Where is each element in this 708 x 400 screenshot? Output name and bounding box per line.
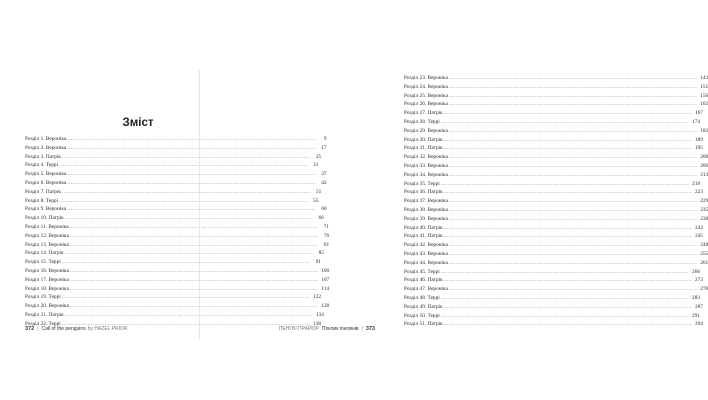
toc-entry-label: Розділ 1. Вероніка [25, 136, 67, 142]
toc-entry-page-number: 51 [316, 188, 322, 195]
toc-entry-page-number: 71 [323, 223, 329, 230]
toc-entry-page-number: 138 [313, 320, 321, 327]
toc-entry-page-number: 195 [695, 145, 703, 152]
toc-entry-page-number: 229 [700, 198, 708, 205]
dot-leader [449, 92, 697, 101]
toc-entry [404, 83, 708, 92]
toc-entry-label: Розділ 46. Патрік [404, 277, 443, 284]
toc-list-right [404, 74, 708, 329]
toc-entry-label: Розділ 2. Вероніка [25, 144, 67, 151]
toc-entry-label: Розділ 26. Вероніка [404, 101, 448, 108]
toc-entry [404, 74, 708, 83]
toc-entry [404, 118, 700, 127]
toc-entry [404, 171, 708, 180]
toc-entry [404, 100, 708, 109]
toc-entry [25, 285, 330, 294]
toc-entry [404, 320, 703, 329]
dot-leader [449, 127, 697, 136]
dot-leader [449, 153, 697, 162]
toc-entry [404, 188, 703, 197]
toc-entry-label: Розділ 11. Вероніка [25, 223, 69, 230]
running-head-title: Call of the penguins [41, 326, 86, 332]
toc-entry-label: Розділ 12. Вероніка [25, 232, 69, 239]
dot-leader [449, 250, 697, 259]
toc-entry [25, 197, 319, 206]
toc-entry [25, 267, 330, 276]
toc-entry-label: Розділ 50. Террі [404, 312, 440, 319]
toc-entry-label: Розділ 35. Террі [404, 180, 440, 187]
toc-entry [404, 206, 708, 215]
toc-entry-page-number: 66 [318, 215, 324, 222]
toc-entry [25, 161, 319, 170]
toc-entry-page-number: 25 [316, 153, 322, 160]
toc-entry-label: Розділ 49. Патрік [404, 303, 443, 310]
toc-entry-page-number: 162 [700, 101, 708, 108]
toc-entry-label: Розділ 29. Вероніка [404, 127, 448, 134]
toc-entry [404, 241, 708, 250]
toc-entry-page-number: 107 [321, 276, 330, 283]
toc-entry-page-number: 81 [323, 241, 330, 248]
toc-entry-page-number: 218 [692, 180, 700, 187]
toc-entry [25, 258, 321, 267]
toc-entry-page-number: 278 [700, 286, 708, 293]
toc-entry-label: Розділ 40. Патрік [404, 224, 443, 231]
dot-leader [449, 206, 697, 215]
toc-entry-label: Розділ 25. Вероніка [404, 92, 448, 99]
toc-entry-page-number: 189 [695, 136, 703, 143]
toc-entry [25, 293, 321, 302]
toc-entry-page-number: 266 [692, 268, 700, 275]
left-page-footer [25, 326, 128, 332]
toc-entry-label: Розділ 48. Террі [404, 294, 440, 301]
toc-entry [25, 153, 322, 162]
toc-entry [25, 276, 330, 285]
toc-entry-page-number: 9 [323, 136, 327, 142]
toc-entry-page-number: 245 [695, 233, 703, 240]
dot-leader [444, 109, 692, 118]
toc-entry-label: Розділ 5. Вероніка [25, 171, 67, 178]
toc-entry-label: Розділ 13. Вероніка [25, 241, 69, 248]
toc-entry-page-number: 283 [692, 294, 700, 301]
dot-leader [444, 320, 692, 329]
toc-entry-page-number: 60 [321, 206, 327, 213]
toc-entry-page-number: 85 [318, 250, 324, 257]
toc-entry-page-number: 151 [700, 83, 708, 90]
toc-entry [25, 170, 327, 179]
toc-entry-page-number: 213 [700, 171, 708, 178]
toc-entry [25, 311, 324, 320]
page-number: 373 [365, 326, 375, 332]
toc-entry-page-number: 31 [313, 162, 319, 169]
toc-entry [25, 223, 329, 232]
toc-entry-label: Розділ 15. Террі [25, 259, 61, 266]
toc-entry [404, 250, 708, 259]
running-head-author: by HAZEL PRIOR [87, 326, 128, 332]
toc-title: Зміст [122, 117, 154, 129]
toc-entry-page-number: 223 [695, 189, 703, 196]
dot-leader [441, 312, 689, 321]
toc-entry-label: Розділ 38. Вероніка [404, 206, 448, 213]
toc-entry-label: Розділ 3. Патрік [25, 153, 62, 160]
dot-leader [444, 144, 692, 153]
toc-entry-page-number: 91 [315, 259, 321, 266]
footer-separator: | [361, 326, 363, 332]
toc-entry-label: Розділ 18. Вероніка [25, 285, 69, 292]
toc-entry-label: Розділ 31. Патрік [404, 145, 443, 152]
dot-leader [444, 224, 692, 233]
dot-leader [449, 171, 697, 180]
toc-entry [25, 241, 330, 250]
dot-leader [441, 268, 689, 277]
dot-leader [441, 180, 689, 189]
dot-leader [449, 259, 697, 268]
dot-leader [441, 118, 689, 127]
toc-entry-label: Розділ 39. Вероніка [404, 215, 448, 222]
toc-entry-page-number: 167 [695, 110, 703, 117]
toc-entry [404, 162, 708, 171]
toc-entry [404, 180, 700, 189]
dot-leader [444, 136, 692, 145]
dot-leader [441, 294, 689, 303]
toc-entry-page-number: 238 [700, 215, 708, 222]
toc-entry-page-number: 114 [321, 285, 330, 292]
toc-entry [404, 197, 708, 206]
toc-entry [404, 232, 703, 241]
toc-entry-label: Розділ 22. Террі [25, 320, 61, 327]
footer-separator: | [37, 326, 39, 332]
toc-entry-label: Розділ 33. Вероніка [404, 162, 448, 169]
dot-leader [449, 285, 697, 294]
toc-entry-label: Розділ 6. Вероніка [25, 179, 67, 186]
toc-entry-label: Розділ 51. Патрік [404, 321, 443, 328]
toc-entry-label: Розділ 9. Вероніка [25, 206, 67, 213]
toc-entry-label: Розділ 17. Вероніка [25, 276, 69, 283]
page-number: 372 [25, 326, 35, 332]
toc-entry-page-number: 200 [700, 154, 708, 161]
toc-entry [25, 135, 327, 144]
toc-entry-page-number: 128 [321, 303, 330, 310]
toc-entry [404, 144, 703, 153]
toc-entry [25, 232, 330, 241]
dot-leader [444, 276, 692, 285]
toc-entry-label: Розділ 44. Вероніка [404, 259, 448, 266]
toc-entry-page-number: 42 [321, 179, 327, 186]
toc-entry-label: Розділ 30. Патрік [404, 136, 443, 143]
toc-entry-label: Розділ 32. Вероніка [404, 154, 448, 161]
toc-entry-page-number: 235 [700, 206, 708, 213]
toc-entry-page-number: 76 [323, 232, 330, 239]
toc-entry [404, 224, 703, 233]
toc-entry-page-number: 261 [700, 259, 708, 266]
toc-entry-page-number: 183 [700, 127, 708, 134]
toc-entry-label: Розділ 4. Террі [25, 162, 59, 169]
toc-entry [404, 153, 708, 162]
toc-entry-label: Розділ 10. Патрік [25, 215, 64, 222]
dot-leader [444, 188, 692, 197]
toc-entry-page-number: 174 [692, 118, 700, 125]
toc-entry [25, 249, 324, 258]
right-page-footer [277, 326, 375, 332]
toc-entry-label: Розділ 21. Патрік [25, 311, 64, 318]
toc-entry [25, 144, 327, 153]
toc-entry-page-number: 291 [692, 312, 700, 319]
toc-entry [25, 179, 327, 188]
running-head-series: ПЕНГВІ ПРАЙОР [278, 326, 319, 332]
toc-entry [404, 136, 703, 145]
right-page [200, 0, 708, 400]
toc-entry-label: Розділ 14. Патрік [25, 250, 64, 257]
toc-entry-page-number: 17 [321, 144, 327, 151]
toc-entry [25, 188, 322, 197]
toc-entry-label: Розділ 20. Вероніка [25, 303, 69, 310]
toc-entry-page-number: 143 [700, 75, 708, 81]
toc-entry [404, 92, 708, 101]
toc-entry-page-number: 248 [700, 242, 708, 249]
toc-entry [404, 276, 703, 285]
toc-entry-page-number: 55 [313, 197, 319, 204]
dot-leader [449, 162, 697, 171]
toc-entry [25, 205, 327, 214]
dot-leader [444, 232, 692, 241]
toc-entry-label: Розділ 34. Вероніка [404, 171, 448, 178]
toc-entry [25, 214, 324, 223]
toc-entry [404, 268, 700, 277]
dot-leader [449, 215, 697, 224]
toc-entry [404, 294, 700, 303]
toc-entry [404, 127, 708, 136]
toc-entry [404, 303, 703, 312]
toc-entry-page-number: 122 [313, 294, 321, 301]
toc-entry-label: Розділ 23. Вероніка [404, 75, 448, 81]
dot-leader [449, 197, 697, 206]
toc-entry-page-number: 242 [695, 224, 703, 231]
toc-entry-page-number: 156 [700, 92, 708, 99]
dot-leader [444, 303, 692, 312]
toc-entry-page-number: 100 [321, 267, 330, 274]
toc-entry-label: Розділ 43. Вероніка [404, 250, 448, 257]
toc-entry-label: Розділ 36. Патрік [404, 189, 443, 196]
running-head-title: Поклик пінгвінів [321, 326, 359, 332]
dot-leader [449, 100, 697, 109]
toc-entry-label: Розділ 37. Вероніка [404, 198, 448, 205]
toc-entry-page-number: 37 [321, 171, 327, 178]
toc-entry-label: Розділ 24. Вероніка [404, 83, 448, 90]
toc-entry [404, 259, 708, 268]
toc-entry-label: Розділ 45. Террі [404, 268, 440, 275]
toc-entry [404, 215, 708, 224]
toc-entry-label: Розділ 8. Террі [25, 197, 59, 204]
toc-entry-label: Розділ 16. Вероніка [25, 267, 69, 274]
toc-entry-page-number: 287 [695, 303, 703, 310]
toc-entry [404, 109, 703, 118]
toc-entry-page-number: 255 [700, 250, 708, 257]
dot-leader [449, 74, 697, 83]
toc-entry-label: Розділ 7. Патрік [25, 188, 62, 195]
toc-entry-label: Розділ 28. Террі [404, 118, 440, 125]
toc-entry-label: Розділ 47. Вероніка [404, 286, 448, 293]
toc-entry-label: Розділ 27. Патрік [404, 110, 443, 117]
toc-entry-label: Розділ 41. Патрік [404, 233, 443, 240]
toc-entry [404, 285, 708, 294]
toc-entry-page-number: 273 [695, 277, 703, 284]
dot-leader [449, 241, 697, 250]
dot-leader [449, 83, 697, 92]
toc-entry-label: Розділ 42. Вероніка [404, 242, 448, 249]
toc-entry-page-number: 134 [316, 311, 324, 318]
toc-entry-label: Розділ 19. Террі [25, 294, 61, 301]
toc-entry-page-number: 206 [700, 162, 708, 169]
toc-entry [25, 302, 330, 311]
toc-entry [404, 312, 700, 321]
toc-entry-page-number: 294 [695, 321, 703, 328]
